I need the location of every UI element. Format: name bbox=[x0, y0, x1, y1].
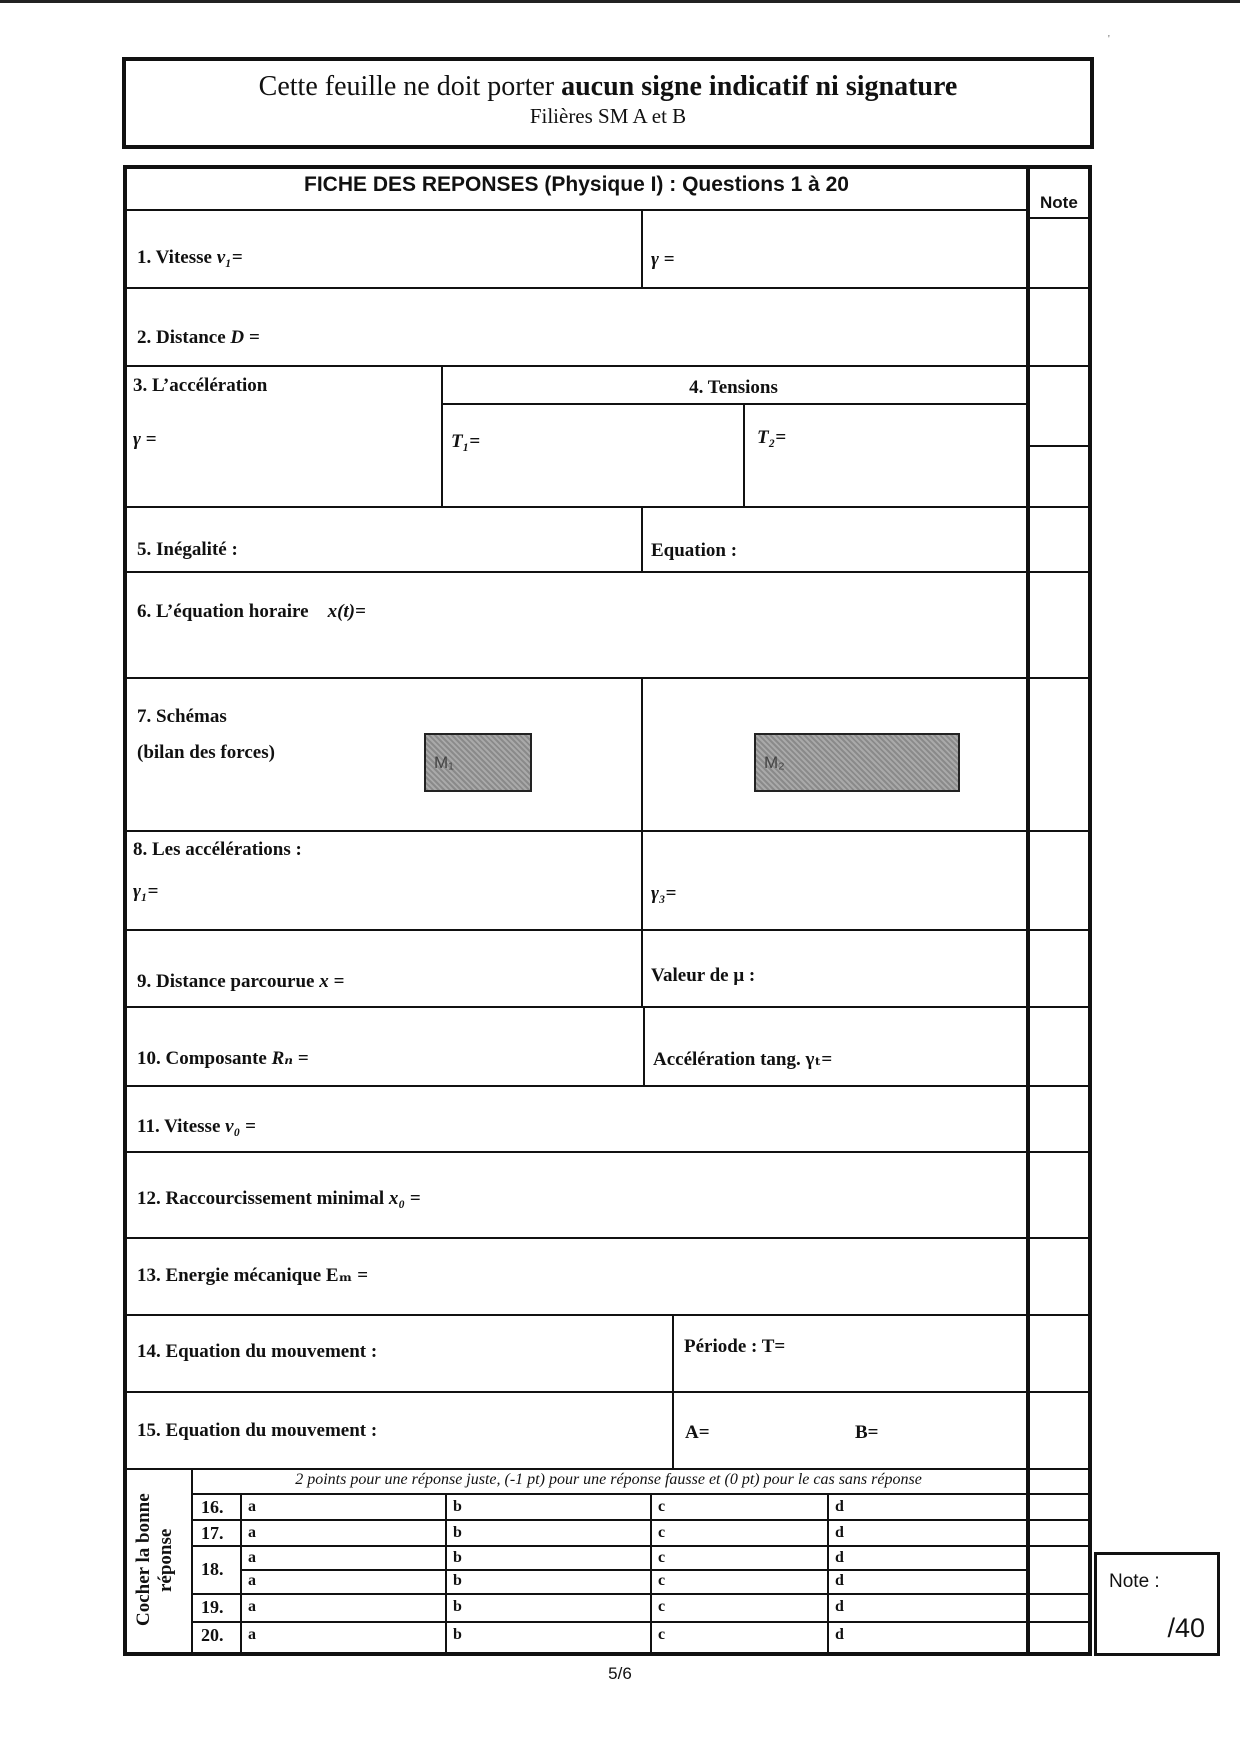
q6-label: 6. L’équation horaire x(t)= bbox=[137, 601, 366, 622]
q4-t1: T₁= bbox=[451, 431, 481, 452]
qcm-18-option-c2[interactable]: c bbox=[658, 1572, 666, 1589]
qcm-18-option-d[interactable]: d bbox=[835, 1549, 844, 1566]
qcm-20-option-c[interactable]: c bbox=[658, 1626, 666, 1643]
header-notice-box bbox=[122, 57, 1094, 149]
top-border-line bbox=[0, 0, 1240, 3]
qcm-18-option-a2[interactable]: a bbox=[248, 1572, 256, 1589]
qcm-19-option-d[interactable]: d bbox=[835, 1598, 844, 1615]
qcm-18-option-d2[interactable]: d bbox=[835, 1572, 844, 1589]
q5-equation-label: Equation : bbox=[651, 540, 738, 561]
q10-tangential-label: Accélération tang. γₜ= bbox=[653, 1049, 833, 1070]
qcm-16-option-b[interactable]: b bbox=[453, 1498, 462, 1515]
q7-sublabel: (bilan des forces) bbox=[137, 742, 275, 763]
qcm-bc-divider bbox=[650, 1493, 652, 1652]
q14-period-label: Période : T= bbox=[684, 1336, 786, 1357]
qcm-18-option-a[interactable]: a bbox=[248, 1549, 256, 1566]
q7-divider bbox=[641, 677, 643, 830]
q15-a-label: A= bbox=[685, 1422, 710, 1443]
qcm-18-option-b2[interactable]: b bbox=[453, 1572, 462, 1589]
qcm-18-number: 18. bbox=[201, 1559, 224, 1579]
sheet-title: FICHE DES REPONSES (Physique I) : Questions 1 à 20 bbox=[304, 173, 849, 196]
row-divider bbox=[127, 830, 1088, 832]
note-cell-divider bbox=[1030, 445, 1088, 447]
mass-m1-box: M₁ bbox=[424, 733, 532, 792]
qcm-19-option-a[interactable]: a bbox=[248, 1598, 256, 1615]
qcm-20-option-a[interactable]: a bbox=[248, 1626, 256, 1643]
qcm-row-divider bbox=[191, 1621, 1088, 1623]
q1-gamma: γ = bbox=[651, 249, 675, 270]
qcm-17-option-b[interactable]: b bbox=[453, 1524, 462, 1541]
row-divider bbox=[127, 1314, 1088, 1316]
row-divider bbox=[127, 1391, 1088, 1393]
header-plain-text: Cette feuille ne doit porter bbox=[258, 71, 555, 102]
q3-gamma: γ = bbox=[133, 429, 157, 450]
qcm-16-option-c[interactable]: c bbox=[658, 1498, 666, 1515]
q14-divider bbox=[672, 1314, 674, 1391]
qcm-label-divider bbox=[191, 1468, 193, 1652]
q2-label: 2. Distance D = bbox=[137, 327, 260, 348]
header-line-2: Filières SM A et B bbox=[529, 104, 687, 128]
row-divider bbox=[127, 1085, 1088, 1087]
q11-label: 11. Vitesse v₀ = bbox=[137, 1116, 256, 1137]
qcm-20-number: 20. bbox=[201, 1625, 224, 1645]
q13-label: 13. Energie mécanique Eₘ = bbox=[137, 1265, 369, 1286]
row-divider bbox=[127, 1151, 1088, 1153]
qcm-cd-divider bbox=[827, 1493, 829, 1652]
q9-divider bbox=[641, 929, 643, 1006]
q4-label: 4. Tensions bbox=[689, 377, 778, 398]
header-bold-text: aucun signe indicatif ni signature bbox=[561, 71, 958, 102]
qcm-16-option-a[interactable]: a bbox=[248, 1498, 256, 1515]
qcm-instruction-divider bbox=[191, 1493, 1088, 1495]
q8-gamma3: γ₃= bbox=[651, 883, 677, 904]
q3-label: 3. L’accélération bbox=[133, 375, 268, 396]
qcm-side-label: Cocher la bonne réponse bbox=[133, 1493, 176, 1627]
qcm-18-option-b[interactable]: b bbox=[453, 1549, 462, 1566]
qcm-16-number: 16. bbox=[201, 1497, 224, 1517]
q5-label: 5. Inégalité : bbox=[137, 539, 238, 560]
row-divider bbox=[127, 1006, 1088, 1008]
answer-sheet bbox=[123, 165, 1092, 1656]
q8-gamma1: γ₁= bbox=[133, 881, 159, 902]
qcm-17-number: 17. bbox=[201, 1523, 224, 1543]
q7-label: 7. Schémas bbox=[137, 706, 227, 727]
q9-mu-label: Valeur de μ : bbox=[651, 965, 756, 986]
qcm-17-option-a[interactable]: a bbox=[248, 1524, 256, 1541]
row-divider bbox=[127, 571, 1088, 573]
row-divider bbox=[127, 365, 1088, 367]
qcm-17-option-d[interactable]: d bbox=[835, 1524, 844, 1541]
title-divider bbox=[127, 209, 1026, 211]
row-divider bbox=[127, 506, 1088, 508]
final-note-label: Note : bbox=[1109, 1571, 1160, 1592]
header-line-1 bbox=[126, 71, 1090, 103]
note-column-header: Note bbox=[1040, 193, 1078, 212]
qcm-19-option-c[interactable]: c bbox=[658, 1598, 666, 1615]
qcm-19-number: 19. bbox=[201, 1597, 224, 1617]
qcm-row-divider bbox=[191, 1593, 1088, 1595]
note-column-divider bbox=[1026, 169, 1030, 1652]
q12-label: 12. Raccourcissement minimal x₀ = bbox=[137, 1188, 421, 1209]
q4-t2: T₂= bbox=[757, 427, 787, 448]
qcm-18-option-c[interactable]: c bbox=[658, 1549, 666, 1566]
qcm-ab-divider bbox=[445, 1493, 447, 1652]
q10-label: 10. Composante Rₙ = bbox=[137, 1048, 309, 1069]
row-divider bbox=[127, 1237, 1088, 1239]
final-note-box bbox=[1094, 1552, 1220, 1656]
qcm-num-divider bbox=[240, 1493, 242, 1652]
scan-mark: ' bbox=[1108, 34, 1110, 45]
row-divider bbox=[127, 677, 1088, 679]
q15-divider bbox=[672, 1391, 674, 1468]
q8-label: 8. Les accélérations : bbox=[133, 839, 302, 860]
q15-label: 15. Equation du mouvement : bbox=[137, 1420, 378, 1441]
q8-divider bbox=[641, 830, 643, 929]
page-number: 5/6 bbox=[608, 1664, 632, 1683]
q1-divider bbox=[641, 209, 643, 287]
q4-divider bbox=[743, 403, 745, 506]
row-divider bbox=[127, 929, 1088, 931]
final-note-total: /40 bbox=[1167, 1613, 1205, 1643]
qcm-19-option-b[interactable]: b bbox=[453, 1598, 462, 1615]
mass-m2-box: M₂ bbox=[754, 733, 960, 792]
q14-label: 14. Equation du mouvement : bbox=[137, 1341, 378, 1362]
qcm-subrow-divider bbox=[240, 1569, 1026, 1571]
note-header-divider bbox=[1030, 217, 1088, 219]
qcm-20-option-b[interactable]: b bbox=[453, 1626, 462, 1643]
q15-b-label: B= bbox=[855, 1422, 879, 1443]
q1-label: 1. Vitesse v₁= bbox=[137, 247, 243, 268]
q9-label: 9. Distance parcourue x = bbox=[137, 971, 345, 992]
qcm-17-option-c[interactable]: c bbox=[658, 1524, 666, 1541]
qcm-row-divider bbox=[191, 1545, 1088, 1547]
q4-header-divider bbox=[441, 403, 1026, 405]
qcm-instruction: 2 points pour une réponse juste, (-1 pt) pour une réponse fausse et (0 pt) pour le cas sans réponse bbox=[295, 1471, 922, 1488]
qcm-16-option-d[interactable]: d bbox=[835, 1498, 844, 1515]
qcm-20-option-d[interactable]: d bbox=[835, 1626, 844, 1643]
q10-divider bbox=[643, 1006, 645, 1085]
qcm-row-divider bbox=[191, 1519, 1088, 1521]
row-divider bbox=[127, 287, 1088, 289]
row-divider bbox=[127, 1468, 1088, 1470]
q5-divider bbox=[641, 506, 643, 571]
